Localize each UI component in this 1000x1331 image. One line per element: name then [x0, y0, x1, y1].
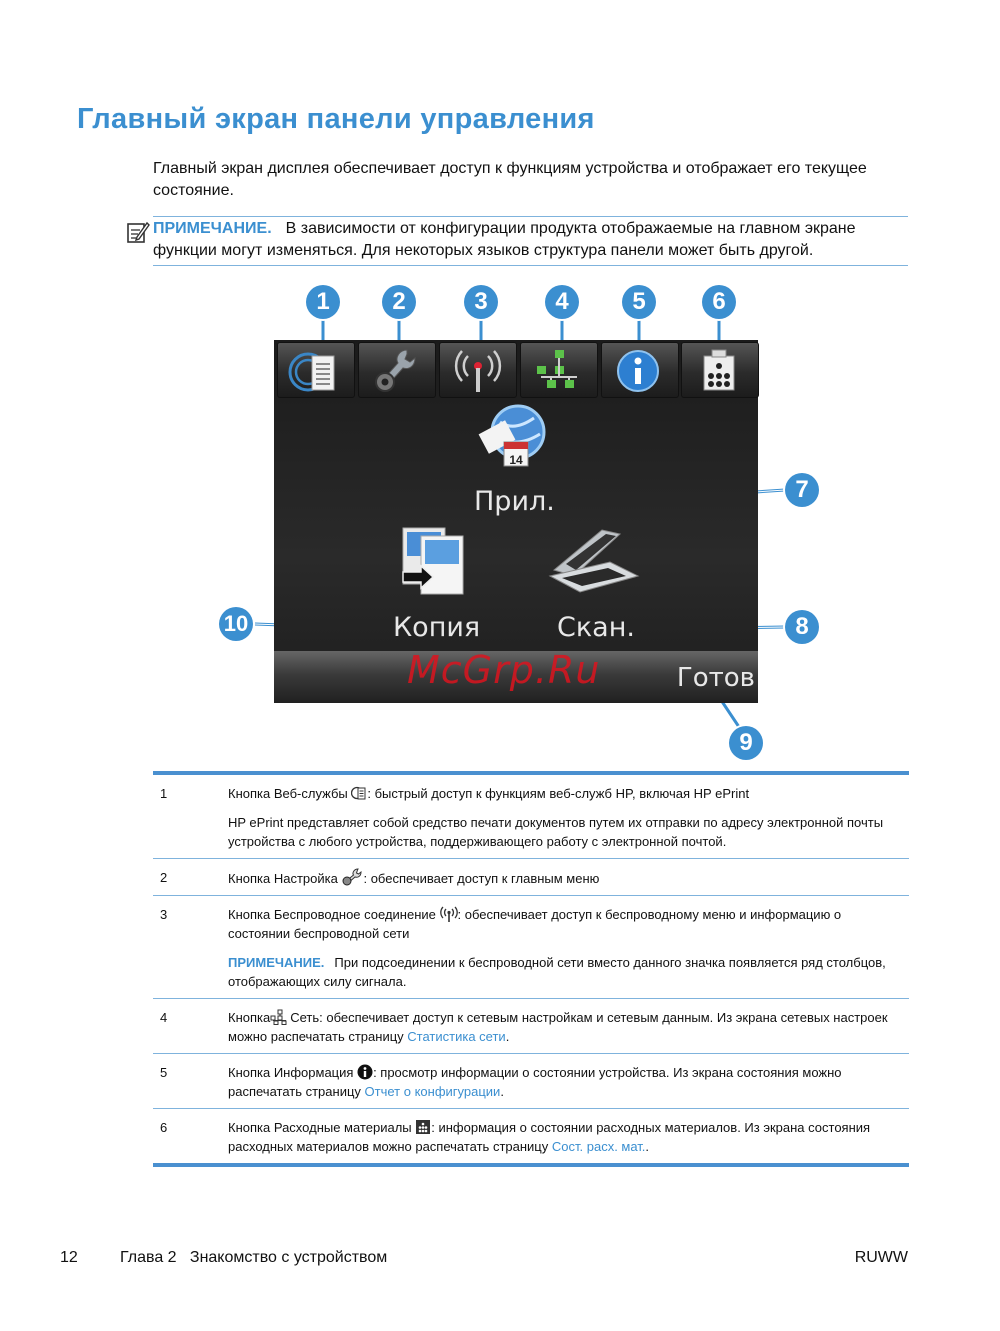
- row-text: Кнопка Расходные материалы: [228, 1120, 412, 1135]
- wireless-icon: [440, 906, 458, 922]
- row-text: : обеспечивает доступ к беспроводному меню и информацию о состоянии беспроводной сети: [228, 907, 842, 941]
- row-text: Сеть: обеспечивает доступ к сетевым настройкам и сетевым данным. Из экрана сетевых настроек можно распечатать страницу: [228, 1010, 888, 1044]
- table-row: [153, 1054, 909, 1109]
- setup-icon: [341, 868, 363, 886]
- scan-label[interactable]: Скан.: [557, 612, 635, 643]
- row-number: 4: [160, 1010, 168, 1025]
- network-icon: [529, 344, 589, 396]
- row-note-label: ПРИМЕЧАНИЕ.: [228, 955, 325, 970]
- row-number: 6: [160, 1120, 168, 1135]
- network-button[interactable]: [520, 342, 598, 398]
- control-panel-figure: [215, 282, 825, 762]
- callout-10: 10: [219, 607, 253, 641]
- setup-button[interactable]: [358, 342, 436, 398]
- row-text: : обеспечивает доступ к главным меню: [363, 871, 600, 886]
- intro-paragraph: Главный экран дисплея обеспечивает доступ к функциям устройства и отображает его текущее состояние.: [153, 160, 867, 199]
- copy-label[interactable]: Копия: [393, 612, 481, 643]
- printer-display: [274, 340, 758, 703]
- row-text: .: [505, 1029, 510, 1044]
- row-number: 2: [160, 870, 168, 885]
- callout-7: 7: [785, 473, 819, 507]
- info-icon: [610, 344, 670, 396]
- row-note-text: При подсоединении к беспроводной сети вместо данного значка появляется ряд столбцов, отображающих силу сигнала.: [228, 955, 886, 989]
- row-number: 3: [160, 907, 168, 922]
- callout-2: 2: [382, 285, 416, 319]
- row-text: : информация о состоянии расходных материалов. Из экрана состояния расходных материалов можно распечатать страницу: [228, 1120, 871, 1154]
- table-row: [153, 896, 909, 999]
- callout-3: 3: [464, 285, 498, 319]
- note-box: [153, 216, 908, 266]
- network-statistics-link[interactable]: Статистика сети: [407, 1029, 506, 1044]
- wireless-button[interactable]: [439, 342, 517, 398]
- apps-label[interactable]: Прил.: [474, 486, 555, 517]
- supplies-icon: [415, 1119, 431, 1135]
- web-services-icon: [351, 785, 367, 801]
- callout-6: 6: [702, 285, 736, 319]
- setup-icon: [367, 344, 427, 396]
- note-label: ПРИМЕЧАНИЕ.: [153, 220, 272, 237]
- page-number: 12: [60, 1249, 78, 1266]
- table-row: [153, 1109, 909, 1163]
- apps-globe-icon[interactable]: [474, 402, 552, 472]
- copy-icon[interactable]: [399, 522, 469, 598]
- row-text: : просмотр информации о состоянии устройства. Из экрана состояния можно распечатать страницу: [228, 1065, 842, 1099]
- button-description-table: [153, 771, 909, 1167]
- callout-5: 5: [622, 285, 656, 319]
- row-text: .: [645, 1139, 650, 1154]
- configuration-report-link[interactable]: Отчет о конфигурации: [364, 1084, 501, 1099]
- callout-9: 9: [729, 726, 763, 760]
- status-text: Готов: [676, 663, 755, 693]
- row-text: Кнопка: [228, 1010, 271, 1025]
- callout-8: 8: [785, 610, 819, 644]
- chapter-title: Глава 2 Знакомство с устройством: [120, 1249, 388, 1266]
- row-text: .: [500, 1084, 504, 1099]
- row-text: Кнопка Информация: [228, 1065, 354, 1080]
- row-extra: HP ePrint представляет собой средство печати документов путем их отправки по адресу электронной почты устройства с любого устройства, поддерживающего работу с электронной почтой.: [228, 815, 884, 849]
- wireless-icon: [448, 344, 508, 396]
- row-number: 5: [160, 1065, 168, 1080]
- information-button[interactable]: [601, 342, 679, 398]
- row-text: Кнопка Беспроводное соединение: [228, 907, 436, 922]
- note-text: В зависимости от конфигурации продукта отображаемые на главном экране функции могут изменяться. Для некоторых языков структура панели может быть другой.: [153, 220, 856, 259]
- watermark: McGrp.Ru: [407, 648, 601, 692]
- supplies-icon: [690, 344, 750, 396]
- supplies-status-link[interactable]: Сост. расх. мат.: [551, 1139, 646, 1154]
- callout-1: 1: [306, 285, 340, 319]
- page-title: Главный экран панели управления: [77, 103, 595, 135]
- table-row: [153, 775, 909, 859]
- table-row: [153, 999, 909, 1054]
- document-code: RUWW: [854, 1249, 908, 1266]
- row-text: : быстрый доступ к функциям веб-служб HP, включая HP ePrint: [367, 786, 750, 801]
- table-row: [153, 859, 909, 896]
- row-text: Кнопка Настройка: [228, 871, 338, 886]
- note-pencil-icon: [126, 220, 150, 244]
- web-services-button[interactable]: [277, 342, 355, 398]
- info-icon: [357, 1064, 373, 1080]
- callout-4: 4: [545, 285, 579, 319]
- row-text: Кнопка Веб-службы: [228, 786, 348, 801]
- network-icon: [270, 1009, 290, 1025]
- web-services-icon: [286, 344, 346, 396]
- supplies-button[interactable]: [681, 342, 759, 398]
- scan-icon[interactable]: [546, 524, 646, 596]
- row-number: 1: [160, 786, 168, 801]
- calendar-day: 14: [509, 453, 523, 467]
